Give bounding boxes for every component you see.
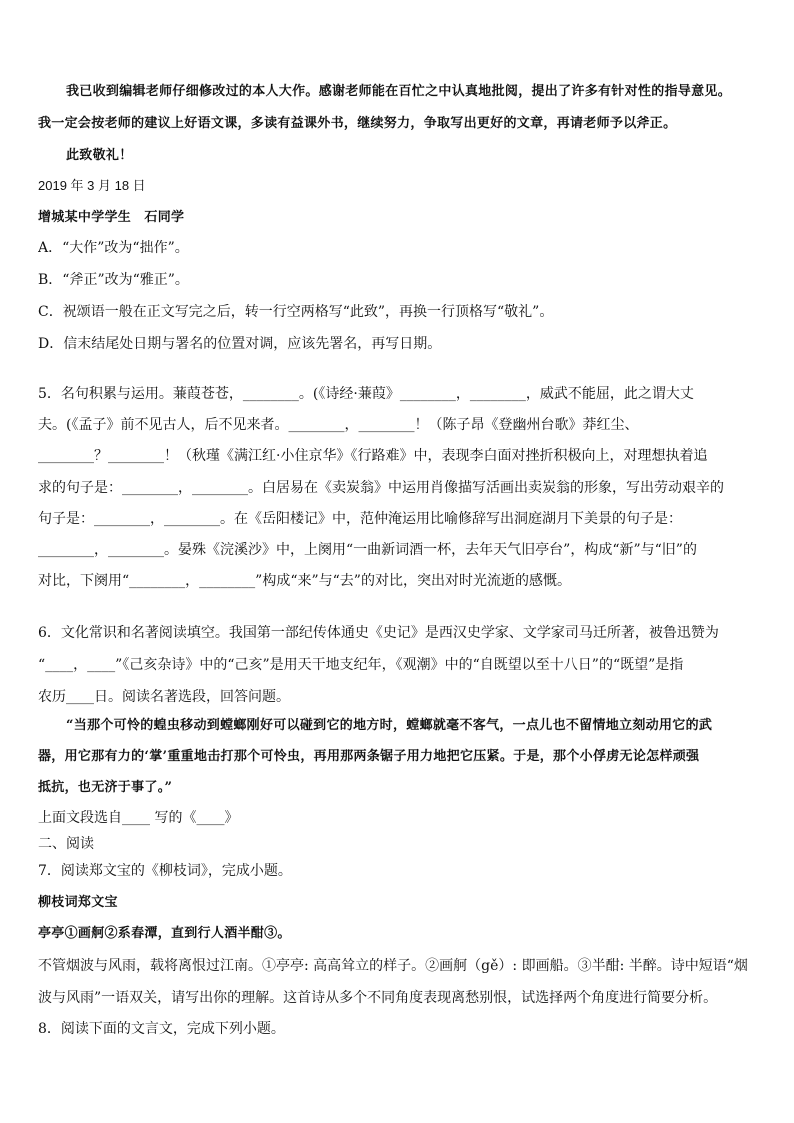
letter-date: 2019 年 3 月 18 日	[38, 178, 146, 193]
q8-line: 8．阅读下面的文言文，完成下列小题。	[38, 1021, 285, 1037]
q6-quote-line-1: “当那个可怜的蝗虫移动到螳螂刚好可以碰到它的地方时，螳螂就毫不客气，一点儿也不留情地立刻动用它的武	[66, 718, 713, 733]
q5-line-2: 夫。(《孟子》前不见古人，后不见来者。________，________！（陈子昂《登幽州台歌》莽红尘、	[38, 417, 639, 433]
option-b: B．“斧正”改为“雅正”。	[38, 272, 189, 288]
letter-paragraph-2: 我一定会按老师的建议上好语文课，多读有益课外书，继续努力，争取写出更好的文章，再请老师予以斧正。	[38, 116, 677, 131]
letter-closing: 此致敬礼！	[66, 148, 133, 163]
q7-line-1: 7．阅读郑文宝的《柳枝词》，完成小题。	[38, 863, 292, 879]
q5-line-4: 求的句子是：________，________。白居易在《卖炭翁》中运用肖像描写活画出卖炭翁的形象，写出劳动艰辛的	[38, 480, 724, 496]
letter-signature: 增城某中学学生 石同学	[38, 210, 185, 225]
q5-line-5: 句子是：________，________。在《岳阳楼记》中，范仲淹运用比喻修辞写出洞庭湖月下美景的句子是：	[38, 511, 682, 527]
q5-line-6: ________，________。晏殊《浣溪沙》中，上阕用“一曲新词酒一杯，去年天气旧亭台”，构成“新”与“旧”的	[38, 542, 697, 558]
option-a: A．“大作”改为“拙作”。	[38, 240, 189, 256]
option-d: D．信末结尾处日期与署名的位置对调，应该先署名，再写日期。	[38, 336, 442, 352]
q6-line-1: 6．文化常识和名著阅读填空。我国第一部纪传体通史《史记》是西汉史学家、文学家司马迁所著，被鲁迅赞为	[38, 625, 719, 641]
poem-line-1: 亭亭①画舸②系春潭，直到行人酒半酣③。	[38, 926, 291, 941]
option-c: C．祝颂语一般在正文写完之后，转一行空两格写“此致”，再换一行顶格写“敬礼”。	[38, 304, 554, 320]
q6-line-2: “____，____”《己亥杂诗》中的“己亥”是用天干地支纪年，《观潮》中的“自既望以至十八日”的“既望”是指	[38, 657, 684, 673]
q6-quote-line-2: 器，用它那有力的‘掌’重重地击打那个可怜虫，再用那两条锯子用力地把它压紧。于是，那个小俘虏无论怎样顽强	[38, 749, 700, 764]
q5-line-3: ________？________！（秋瑾《满江红·小住京华》《行路难》中，表现李白面对挫折积极向上，对理想执着追	[38, 448, 708, 464]
section-heading-reading: 二、阅读	[38, 836, 94, 852]
q6-line-3: 农历____日。阅读名著选段，回答问题。	[38, 689, 290, 705]
q5-line-1: 5．名句积累与运用。蒹葭苍苍，________。(《诗经·蒹葭》________，________，威武不能屈，此之谓大丈	[38, 386, 694, 402]
q6-quote-line-3: 抵抗，也无济于事了。”	[38, 780, 173, 795]
poem-title: 柳枝词郑文宝	[38, 895, 118, 910]
q6-answer-line: 上面文段选自____ 写的《____》	[38, 810, 239, 826]
q7-line-4: 不管烟波与风雨，载将离恨过江南。①亭亭: 高高耸立的样子。②画舸（gě）: 即画船。③半酣: 半醉。诗中短语“烟	[38, 958, 748, 974]
q5-line-7: 对比，下阕用“________，________”构成“来”与“去”的对比，突出对时光流逝的感慨。	[38, 573, 571, 589]
q7-line-5: 波与风雨”一语双关，请写出你的理解。这首诗从多个不同角度表现离愁别恨，试选择两个角度进行简要分析。	[38, 990, 718, 1006]
letter-paragraph-1: 我已收到编辑老师仔细修改过的本人大作。感谢老师能在百忙之中认真地批阅，提出了许多有针对性的指导意见。	[66, 84, 732, 99]
